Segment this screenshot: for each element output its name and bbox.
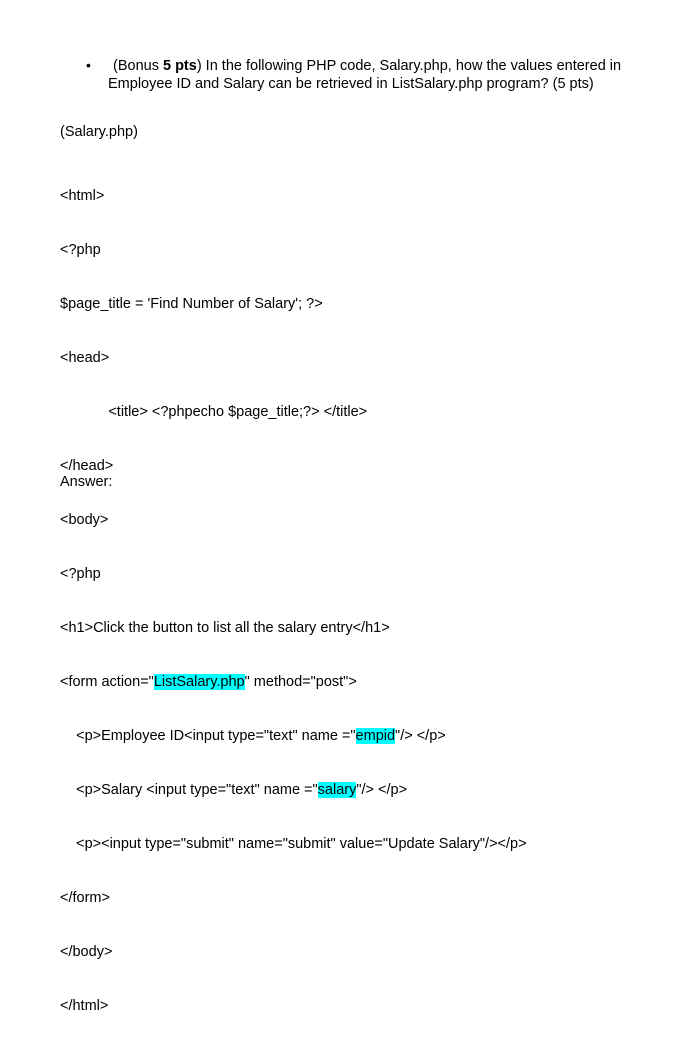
code-line: </form>: [60, 890, 110, 906]
question-text: [108, 57, 648, 93]
code-line: <head>: [60, 350, 110, 366]
code-text: <form action=": [60, 674, 154, 690]
code-line: </body>: [60, 944, 113, 960]
code-text: <p>Employee ID<input type="text" name =": [60, 728, 356, 744]
code-text: <p>Salary <input type="text" name =": [60, 782, 318, 798]
code-line-salary: [60, 781, 527, 799]
highlight-salary: salary: [317, 782, 357, 798]
code-line: <html>: [60, 188, 105, 204]
highlight-action: ListSalary.php: [153, 674, 245, 690]
code-line: <?php: [60, 566, 101, 582]
code-line: </html>: [60, 998, 109, 1014]
question-prefix: (Bonus: [113, 58, 163, 74]
code-text: "/> </p>: [356, 782, 408, 798]
code-line: <body>: [60, 512, 109, 528]
code-line: <p><input type="submit" name="submit" value="Update Salary"/></p>: [60, 836, 527, 852]
code-line: <title> <?phpecho $page_title;?> </title>: [60, 404, 368, 420]
question-body: ) In the following PHP code, Salary.php, how the values entered in Employee ID and Salary can be retrieved in ListSalary.php program? (5 pts): [108, 58, 622, 92]
code-line: $page_title = 'Find Number of Salary'; ?>: [60, 296, 323, 312]
file-label: (Salary.php): [60, 124, 138, 140]
code-text: "/> </p>: [395, 728, 446, 744]
code-block: [60, 151, 527, 1051]
highlight-empid: empid: [355, 728, 396, 744]
code-line: <?php: [60, 242, 101, 258]
code-line: <h1>Click the button to list all the salary entry</h1>: [60, 620, 390, 636]
code-line: </head>: [60, 458, 114, 474]
code-line-form: [60, 673, 527, 691]
code-text: " method="post">: [244, 674, 357, 690]
code-line-empid: [60, 727, 527, 745]
bullet-icon: •: [86, 57, 91, 73]
answer-label: Answer:: [60, 474, 113, 490]
question-points: 5 pts: [162, 58, 197, 74]
